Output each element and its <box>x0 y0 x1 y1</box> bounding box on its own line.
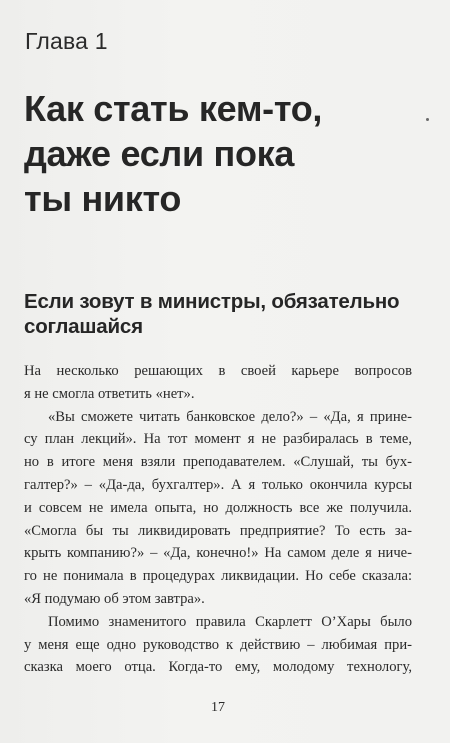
chapter-title <box>24 86 424 221</box>
body-line: крыть компанию?» – «Да, конечно!» На самом деле я ниче- <box>24 545 412 562</box>
body-line: го не понимала в процедурах ликвидации. Но себе сказала: <box>24 568 412 585</box>
section-title <box>24 289 424 339</box>
body-line: На несколько решающих в своей карьере вопросов <box>24 363 412 379</box>
body-line: Помимо знаменитого правила Скарлетт О’Хары было <box>48 613 412 630</box>
section-title-line: соглашайся <box>24 315 143 338</box>
body-line: галтер?» – «Да-да, бухгалтер». А я только окончила курсы <box>24 476 412 493</box>
body-line: «Смогла бы ты ликвидировать предприятие? То есть за- <box>24 522 412 539</box>
body-line: «Я подумаю об этом завтра». <box>24 590 205 607</box>
page-number: 17 <box>211 700 225 715</box>
paper-speck <box>426 118 429 121</box>
chapter-label: Глава 1 <box>25 28 108 54</box>
chapter-title-line: Как стать кем-то, <box>24 88 323 129</box>
body-text <box>24 360 412 679</box>
body-line: «Вы сможете читать банковское дело?» – «Да, я прине- <box>48 408 412 425</box>
chapter-title-line: даже если пока <box>24 133 295 174</box>
section-title-line: Если зовут в министры, обязательно <box>24 290 400 313</box>
body-line: су план лекций». На тот момент я не разбиралась в теме, <box>24 431 412 448</box>
body-line: сказка моего отца. Когда-то ему, молодому технологу, <box>24 659 412 676</box>
body-line: но в итоге меня взяли преподавателем. «Слушай, ты бух- <box>24 454 412 471</box>
body-line: и совсем не имела опыта, но должность все же получила. <box>24 499 412 516</box>
body-line: у меня еще одно руководство к действию – любимая при- <box>24 636 412 653</box>
chapter-title-line: ты никто <box>24 178 182 219</box>
body-line: я не смогла ответить «нет». <box>24 385 195 402</box>
